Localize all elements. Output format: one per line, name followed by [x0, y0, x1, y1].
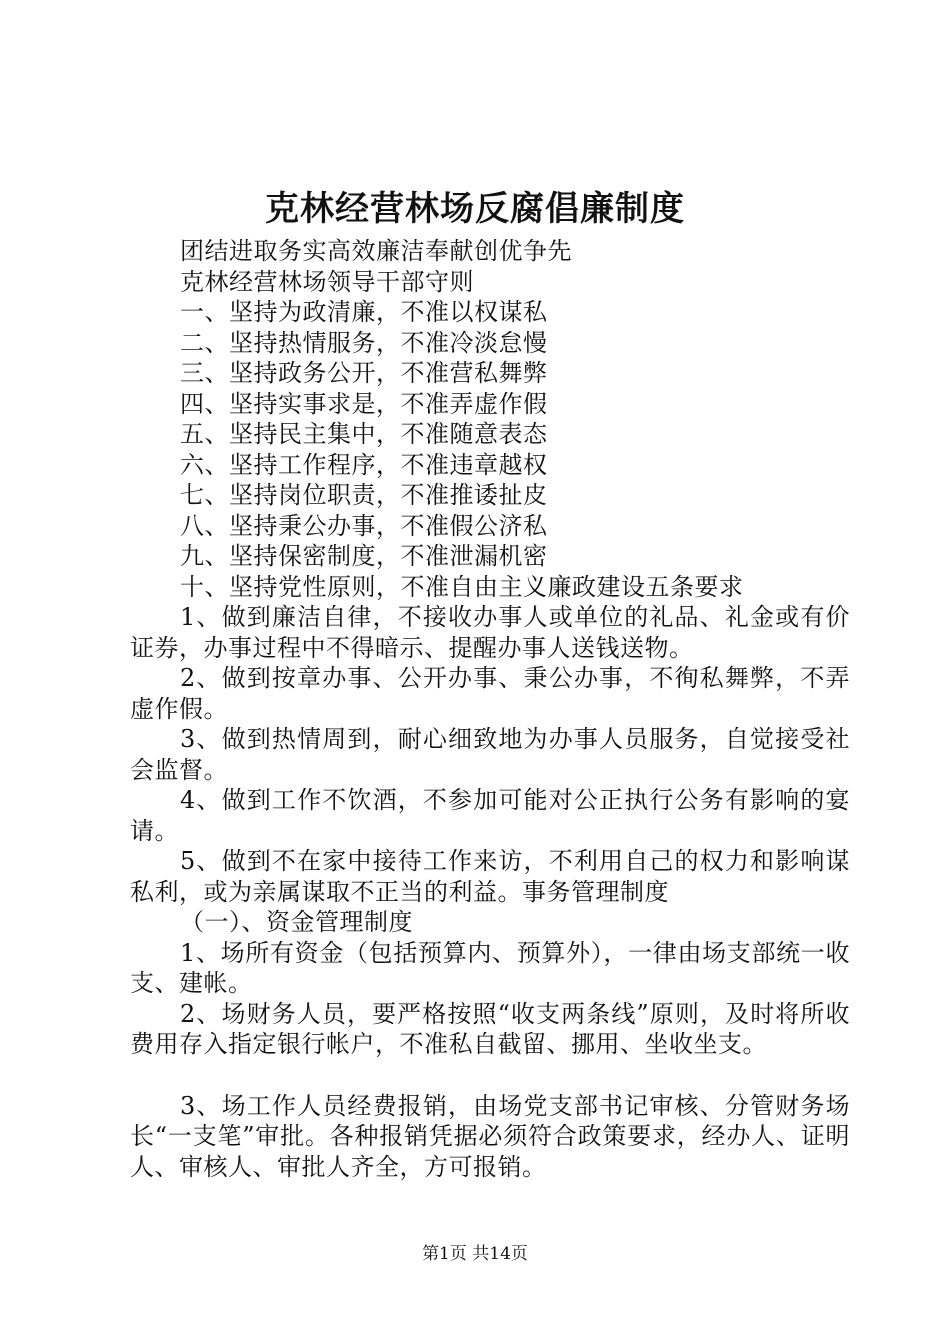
code-item-2: 二、坚持热情服务，不准冷淡怠慢	[180, 328, 548, 357]
fund-rule-1: 1、场所有资金（包括预算内、预算外），一律由场支部统一收支、建帐。	[130, 938, 850, 997]
code-item-3: 三、坚持政务公开，不准营私舞弊	[180, 359, 548, 387]
requirement-3: 3、做到热情周到，耐心细致地为办事人员服务，自觉接受社会监督。	[130, 725, 850, 784]
requirement-1: 1、做到廉洁自律，不接收办事人或单位的礼品、礼金或有价证券，办事过程中不得暗示、提醒办事人送钱送物。	[130, 603, 850, 662]
document-title: 克林经营林场反腐倡廉制度	[265, 189, 685, 229]
document-body	[130, 236, 850, 1182]
code-item-7: 七、坚持岗位职责，不准推诿扯皮	[180, 481, 548, 509]
code-item-1: 一、坚持为政清廉，不准以权谋私	[180, 298, 548, 326]
paragraph-gap	[130, 1060, 850, 1091]
requirement-4: 4、做到工作不饮酒，不参加可能对公正执行公务有影响的宴请。	[130, 786, 850, 845]
intro-line-code-title: 克林经营林场领导干部守则	[180, 267, 474, 296]
intro-line-motto: 团结进取务实高效廉洁奉献创优争先	[180, 237, 572, 265]
requirement-5: 5、做到不在家中接待工作来访，不利用自己的权力和影响谋私利，或为亲属谋取不正当的利益。事务管理制度	[130, 847, 850, 906]
page-number: 第1页 共14页	[422, 1244, 528, 1264]
fund-rule-3: 3、场工作人员经费报销，由场党支部书记审核、分管财务场长“一支笔”审批。各种报销凭据必须符合政策要求，经办人、证明人、审核人、审批人齐全，方可报销。	[130, 1091, 850, 1181]
fund-rule-2: 2、场财务人员，要严格按照“收支两条线”原则，及时将所收费用存入指定银行帐户，不准私自截留、挪用、坐收坐支。	[130, 999, 850, 1058]
section-heading: （一）、资金管理制度	[180, 908, 413, 936]
code-item-8: 八、坚持秉公办事，不准假公济私	[180, 511, 548, 540]
code-item-4: 四、坚持实事求是，不准弄虚作假	[180, 389, 548, 418]
code-item-10: 十、坚持党性原则，不准自由主义廉政建设五条要求	[180, 572, 744, 601]
requirement-2: 2、做到按章办事、公开办事、秉公办事，不徇私舞弊，不弄虚作假。	[130, 664, 850, 723]
code-item-5: 五、坚持民主集中，不准随意表态	[180, 420, 548, 448]
code-item-9: 九、坚持保密制度，不准泄漏机密	[180, 542, 548, 570]
code-item-6: 六、坚持工作程序，不准违章越权	[180, 450, 548, 479]
